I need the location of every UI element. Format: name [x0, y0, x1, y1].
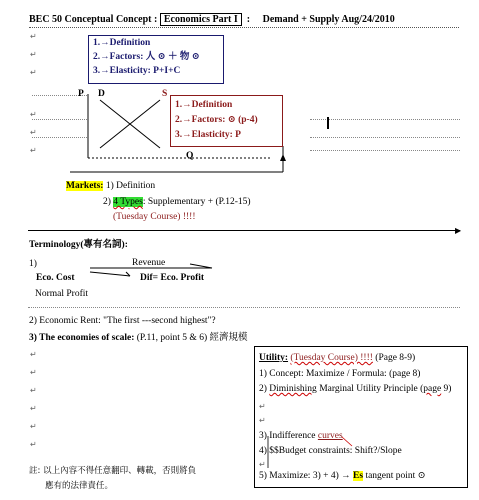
- eco-cost-label: Eco. Cost: [36, 273, 75, 283]
- graph-d-label: D: [98, 89, 105, 99]
- utility-maximize: 5) Maximize: 3) + 4) → Es tangent point ⊙: [259, 471, 426, 481]
- return-mark: ↵: [30, 386, 37, 395]
- return-mark: ↵: [30, 32, 37, 41]
- utility-budget: 4) $$Budget constraints: Shift?/Slope: [259, 446, 402, 456]
- utility-diminishing: 2) Diminishing Marginal Utility Principle (page 9): [259, 384, 452, 394]
- markets-types-highlight: 4 Types: [113, 197, 143, 207]
- revenue-label: Revenue: [132, 258, 166, 268]
- return-mark: ↵: [30, 404, 37, 413]
- dotted-rule: [310, 150, 460, 151]
- header-topic: Demand + Supply: [262, 14, 340, 25]
- dotted-rule: [310, 137, 460, 138]
- box1-elasticity: 3.→Elasticity: P+I+C: [93, 66, 181, 76]
- markets-line2: 2) 4 Types: Supplementary + (P.12-15): [103, 197, 251, 207]
- header-underline: [29, 27, 459, 28]
- utility-arrows: [254, 346, 466, 486]
- text-cursor: [327, 117, 329, 129]
- return-mark: ↵: [259, 402, 266, 411]
- box2-definition: 1.→Definition: [175, 100, 233, 110]
- header-course: BEC 50 Conceptual Concept: [29, 14, 152, 25]
- return-mark: ↵: [259, 416, 266, 425]
- return-mark: ↵: [30, 350, 37, 359]
- terminology-item1: 1): [29, 259, 37, 269]
- return-mark: ↵: [30, 68, 37, 77]
- concept-box-demand: [88, 35, 224, 84]
- utility-title: Utility: (Tuesday Course) !!!! (Page 8-9): [259, 353, 416, 363]
- return-mark: ↵: [259, 460, 266, 469]
- return-mark: ↵: [30, 146, 37, 155]
- markets-label: Markets:: [66, 181, 104, 191]
- markets-line1: [66, 181, 155, 192]
- graph-p-label: P: [78, 89, 84, 99]
- box1-factors: 2.→Factors: 人 ⊙ ＋ 物 ⊙: [93, 52, 200, 62]
- header-part: Economics Part I: [160, 13, 242, 26]
- return-mark: ↵: [30, 110, 37, 119]
- terminology-heading: Terminology(專有名詞):: [29, 240, 128, 250]
- markets-definition: 1) Definition: [105, 181, 156, 191]
- section-divider: [28, 230, 460, 231]
- return-mark: ↵: [30, 128, 37, 137]
- return-mark: ↵: [30, 50, 37, 59]
- return-mark: ↵: [30, 422, 37, 431]
- concept-box-supply: [170, 95, 283, 147]
- utility-indifference: 3) Indifference curves: [259, 431, 343, 441]
- eco-profit-label: Dif= Eco. Profit: [140, 273, 205, 283]
- graph-q-label: Q: [186, 151, 194, 161]
- utility-concept: 1) Concept: Maximize / Formula: (page 8): [259, 369, 421, 379]
- box1-definition: 1.→Definition: [93, 38, 151, 48]
- return-mark: ↵: [30, 368, 37, 377]
- normal-profit-label: Normal Profit: [35, 289, 89, 299]
- economies-of-scale-item: 3) The economies of scale: (P.11, point 5 & 6) 經濟規模: [29, 333, 248, 343]
- dotted-rule: [310, 119, 460, 120]
- graph-s-label: S: [162, 89, 168, 99]
- dotted-rule: [28, 307, 460, 308]
- header-date: Aug/24/2010: [341, 14, 395, 25]
- economic-rent-item: 2) Economic Rent: "The first ---second highest"?: [29, 316, 216, 326]
- doc-header: BEC 50 Conceptual Concept : Economics Part I : Demand + Supply Aug/24/2010: [29, 14, 395, 25]
- footer-line1: 註: 以上內容不得任意翻印、轉載，否則將負: [29, 466, 197, 476]
- markets-line3: (Tuesday Course) !!!!: [113, 212, 196, 222]
- arrow-right-icon: ▶: [455, 226, 462, 235]
- box2-factors: 2.→Factors: ⊙ (p-4): [175, 115, 258, 125]
- footer-line2: 應有的法律責任。: [45, 481, 114, 491]
- box2-elasticity: 3.→Elasticity: P: [175, 130, 241, 140]
- return-mark: ↵: [30, 440, 37, 449]
